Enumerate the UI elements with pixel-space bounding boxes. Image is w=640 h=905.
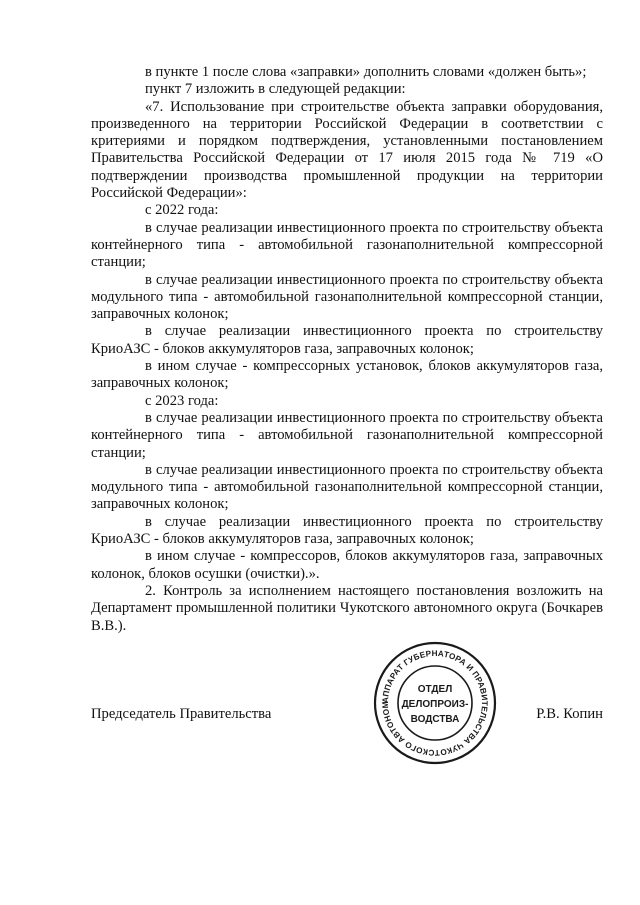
- stamp-center-line: ДЕЛОПРОИЗ-: [401, 699, 469, 710]
- paragraph: в случае реализации инвестиционного проекта по строительству объекта контейнерного типа - автомобильной газонаполнительной компрессорной станции;: [91, 409, 603, 461]
- paragraph: 2. Контроль за исполнением настоящего постановления возложить на Департамент промышленной политики Чукотского автономного округа (Бочкарев В.В.).: [91, 582, 603, 634]
- document-body: [91, 64, 603, 635]
- signatory-position: Председатель Правительства: [91, 706, 272, 722]
- stamp-center-line: ВОДСТВА: [410, 714, 460, 725]
- paragraph: в ином случае - компрессоров, блоков аккумуляторов газа, заправочных колонок, блоков осушки (очистки).».: [91, 548, 603, 582]
- official-stamp: [372, 640, 498, 766]
- signatory-name: Р.В. Копин: [536, 706, 603, 722]
- paragraph: в случае реализации инвестиционного проекта по строительству КриоАЗС - блоков аккумуляторов газа, заправочных колонок;: [91, 513, 603, 548]
- paragraph: в случае реализации инвестиционного проекта по строительству объекта контейнерного типа - автомобильной газонаполнительной компрессорной станции;: [91, 219, 603, 271]
- paragraph: в ином случае - компрессорных установок, блоков аккумуляторов газа, заправочных колонок;: [91, 358, 603, 392]
- stamp-ring-text: АППАРАТ ГУБЕРНАТОРА И ПРАВИТЕЛЬСТВА ЧУКОТСКОГО АВТОНОМ: [380, 648, 490, 758]
- paragraph: пункт 7 изложить в следующей редакции:: [145, 81, 406, 98]
- paragraph: «7. Использование при строительстве объекта заправки оборудования, произведенного на территории Российской Федерации в соответствии с критериями и порядком подтверждения, установленными постановлением Правительства Российской Федерации от 17 июля 2015 года № 719 «О подтверждении производства промышленной продукции на территории Российской Федерации»:: [91, 98, 603, 202]
- paragraph: в случае реализации инвестиционного проекта по строительству КриоАЗС - блоков аккумуляторов газа, заправочных колонок;: [91, 323, 603, 357]
- paragraph: в случае реализации инвестиционного проекта по строительству объекта модульного типа - автомобильной газонаполнительной компрессорной станции, заправочных колонок;: [91, 271, 603, 323]
- stamp-center-line: ОТДЕЛ: [417, 684, 453, 695]
- paragraph: в случае реализации инвестиционного проекта по строительству объекта модульного типа - автомобильной газонаполнительной компрессорной станции, заправочных колонок;: [91, 461, 603, 513]
- stamp-seal: [372, 640, 498, 766]
- paragraph: с 2023 года:: [145, 392, 219, 409]
- paragraph: в пункте 1 после слова «заправки» дополнить словами «должен быть»;: [145, 64, 587, 80]
- paragraph: с 2022 года:: [145, 202, 219, 219]
